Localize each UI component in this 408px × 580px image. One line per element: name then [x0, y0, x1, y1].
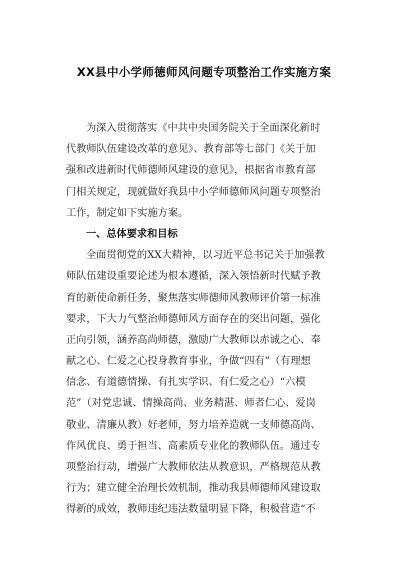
- paragraph-line: 敬业、清廉从教）好老师，努力培养造就一支师德高尚、: [66, 419, 321, 431]
- paragraph-line: 工作，制定如下实施方案。: [66, 207, 189, 219]
- paragraph-line: 育的新使命新任务，聚焦落实师德师风教师评价第一标准: [66, 292, 321, 304]
- paragraph-line: 要求，下大力气整治师德师风方面存在的突出问题，强化: [66, 313, 321, 325]
- document-body: [66, 118, 348, 521]
- paragraph-line: 得新的成效，教师违纪违法数量明显下降，积极营造“不: [66, 504, 316, 516]
- paragraph-line: 献之心、仁爱之心投身教育事业，争做“四有”（有理想: [66, 356, 311, 368]
- paragraph-line: 为深入贯彻落实《中共中央国务院关于全面深化新时: [86, 123, 321, 134]
- paragraph-line: 师队伍建设重要论述为根本遵循，深入领悟新时代赋予教: [66, 271, 321, 283]
- paragraph-line: 范”（对党忠诚、情操高尚、业务精湛、师者仁心、爱岗: [66, 398, 316, 410]
- document-title: XX县中小学师德师风问题专项整治工作实施方案: [76, 65, 332, 79]
- paragraph-line: 强和改进新时代师德师风建设的意见》，根据省市教育部: [66, 165, 316, 177]
- paragraph-line: 全面贯彻党的XX大精神，以习近平总书记关于加强教: [86, 250, 325, 262]
- paragraph-line: 代教师队伍建设改革的意见》、教育部等七部门《关于加: [66, 144, 316, 156]
- paragraph-line: 正向引领，涵养高尚师德，激励广大教师以赤诚之心、奉: [66, 334, 321, 346]
- paragraph-line: 项整治行动，增强广大教师依法从教意识，严格规范从教: [66, 462, 321, 473]
- paragraph-line: 信念、有道德情操、有扎实学识、有仁爱之心）“六模: [66, 377, 306, 389]
- paragraph-line: 门相关规定，现就做好我县中小学师德师风问题专项整治: [66, 186, 321, 198]
- paragraph-line: 行为；建立健全治理长效机制，推动我县师德师风建设取: [66, 483, 321, 495]
- paragraph-line: 作风优良、勇于担当、高素质专业化的教师队伍。通过专: [66, 440, 321, 452]
- section-heading: 一、总体要求和目标: [86, 228, 178, 240]
